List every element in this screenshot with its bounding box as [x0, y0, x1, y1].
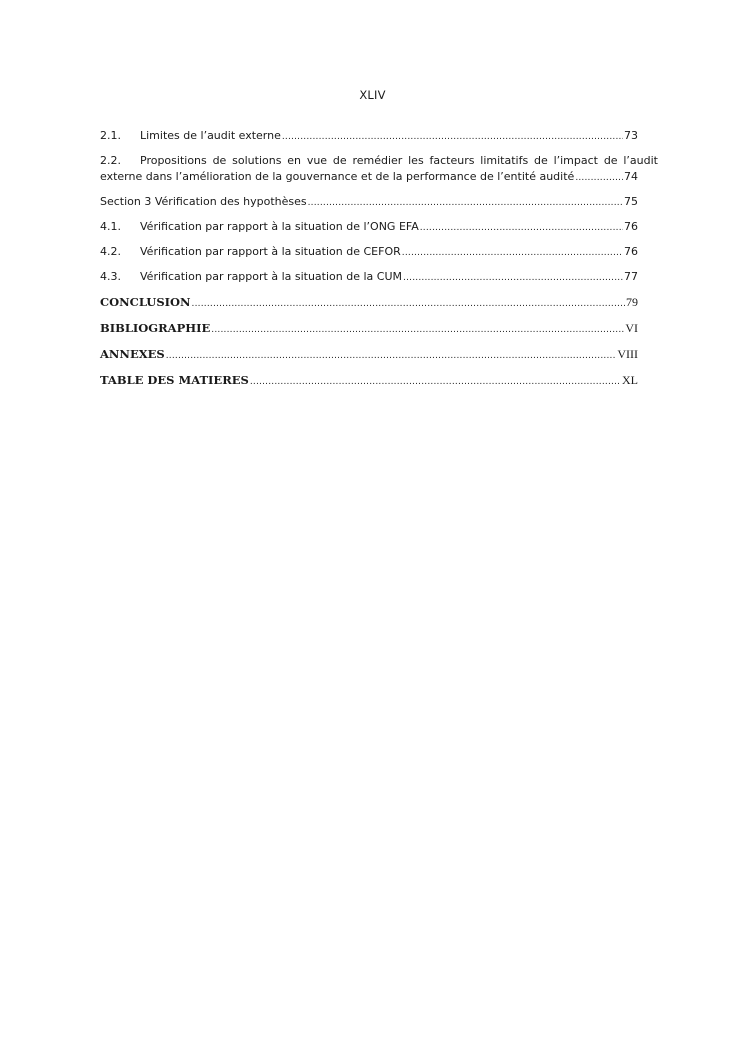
toc-entry-bibliographie[interactable]: [100, 320, 638, 338]
toc-entry-line: [100, 169, 638, 186]
toc-entry-title: Limites de l’audit externe: [140, 129, 281, 142]
toc-dot-leader: [250, 373, 621, 390]
toc-entry-number: 4.1.: [100, 220, 121, 233]
toc-dot-leader: [192, 295, 625, 312]
toc-word: Propositions: [140, 154, 207, 167]
toc-word: l’audit: [623, 154, 658, 167]
toc-entry-title: Section 3 Vérification des hypothèses: [100, 195, 307, 208]
toc-dot-leader: [420, 219, 623, 236]
toc-dot-leader: [575, 169, 623, 186]
toc-entry-4-2[interactable]: [100, 244, 638, 261]
toc-entry-section-3[interactable]: [100, 194, 638, 211]
toc-dot-leader: [282, 128, 623, 145]
toc-entry-page: 76: [624, 220, 638, 233]
toc-entry-number: 4.2.: [100, 245, 121, 258]
toc-entry-number: 2.1.: [100, 129, 121, 142]
toc-entry-4-3[interactable]: [100, 269, 638, 286]
toc-entry-page: 73: [624, 129, 638, 142]
toc-word: en: [287, 154, 301, 167]
toc-word: de: [332, 154, 347, 167]
toc-word: les: [408, 154, 424, 167]
toc-entry-title-line2: externe dans l’amélioration de la gouvernance et de la performance de l’entité audité: [100, 170, 575, 183]
toc-entry-page: VI: [625, 321, 638, 335]
toc-word: limitatifs: [480, 154, 529, 167]
toc-dot-leader: [403, 269, 623, 286]
toc-word: de: [212, 154, 227, 167]
toc-entry-4-1[interactable]: [100, 219, 638, 236]
toc-entry-page: 77: [624, 270, 638, 283]
toc-entry-title: CONCLUSION: [100, 295, 191, 309]
toc-word: facteurs: [429, 154, 475, 167]
page-number: XLIV: [359, 88, 386, 102]
toc-entry-line: [100, 153, 658, 169]
toc-dot-leader: [211, 321, 624, 338]
toc-entry-number: 2.2.: [100, 154, 121, 167]
toc-entry-title: Vérification par rapport à la situation de CEFOR: [140, 245, 401, 258]
toc-entry-page: XL: [622, 373, 638, 387]
toc-entry-title: TABLE DES MATIERES: [100, 373, 249, 387]
toc-dot-leader: [308, 194, 623, 211]
toc-entry-page: 74: [624, 170, 638, 183]
toc-word: l’impact: [553, 154, 598, 167]
toc-entry-number: 4.3.: [100, 270, 121, 283]
toc-entry-title: ANNEXES: [100, 347, 165, 361]
toc-entry-2-1[interactable]: [100, 128, 638, 145]
toc-entry-title-line1: [140, 153, 658, 169]
toc-entry-page: 75: [624, 195, 638, 208]
toc-entry-page: 76: [624, 245, 638, 258]
table-of-contents: [100, 128, 658, 398]
toc-word: remédier: [352, 154, 403, 167]
toc-dot-leader: [166, 347, 617, 364]
toc-entry-title: BIBLIOGRAPHIE: [100, 321, 211, 335]
toc-word: de: [603, 154, 618, 167]
toc-entry-title: Vérification par rapport à la situation de la CUM: [140, 270, 403, 283]
toc-entry-2-2[interactable]: [100, 153, 658, 186]
toc-entry-conclusion[interactable]: [100, 294, 638, 312]
toc-dot-leader: [402, 244, 623, 261]
toc-word: de: [534, 154, 548, 167]
toc-entry-page: 79: [626, 295, 638, 309]
toc-entry-annexes[interactable]: [100, 346, 638, 364]
toc-word: vue: [306, 154, 328, 167]
toc-entry-page: VIII: [617, 347, 638, 361]
toc-entry-table-des-matieres[interactable]: [100, 372, 638, 390]
toc-entry-title: Vérification par rapport à la situation de l’ONG EFA: [140, 220, 419, 233]
toc-word: solutions: [232, 154, 282, 167]
